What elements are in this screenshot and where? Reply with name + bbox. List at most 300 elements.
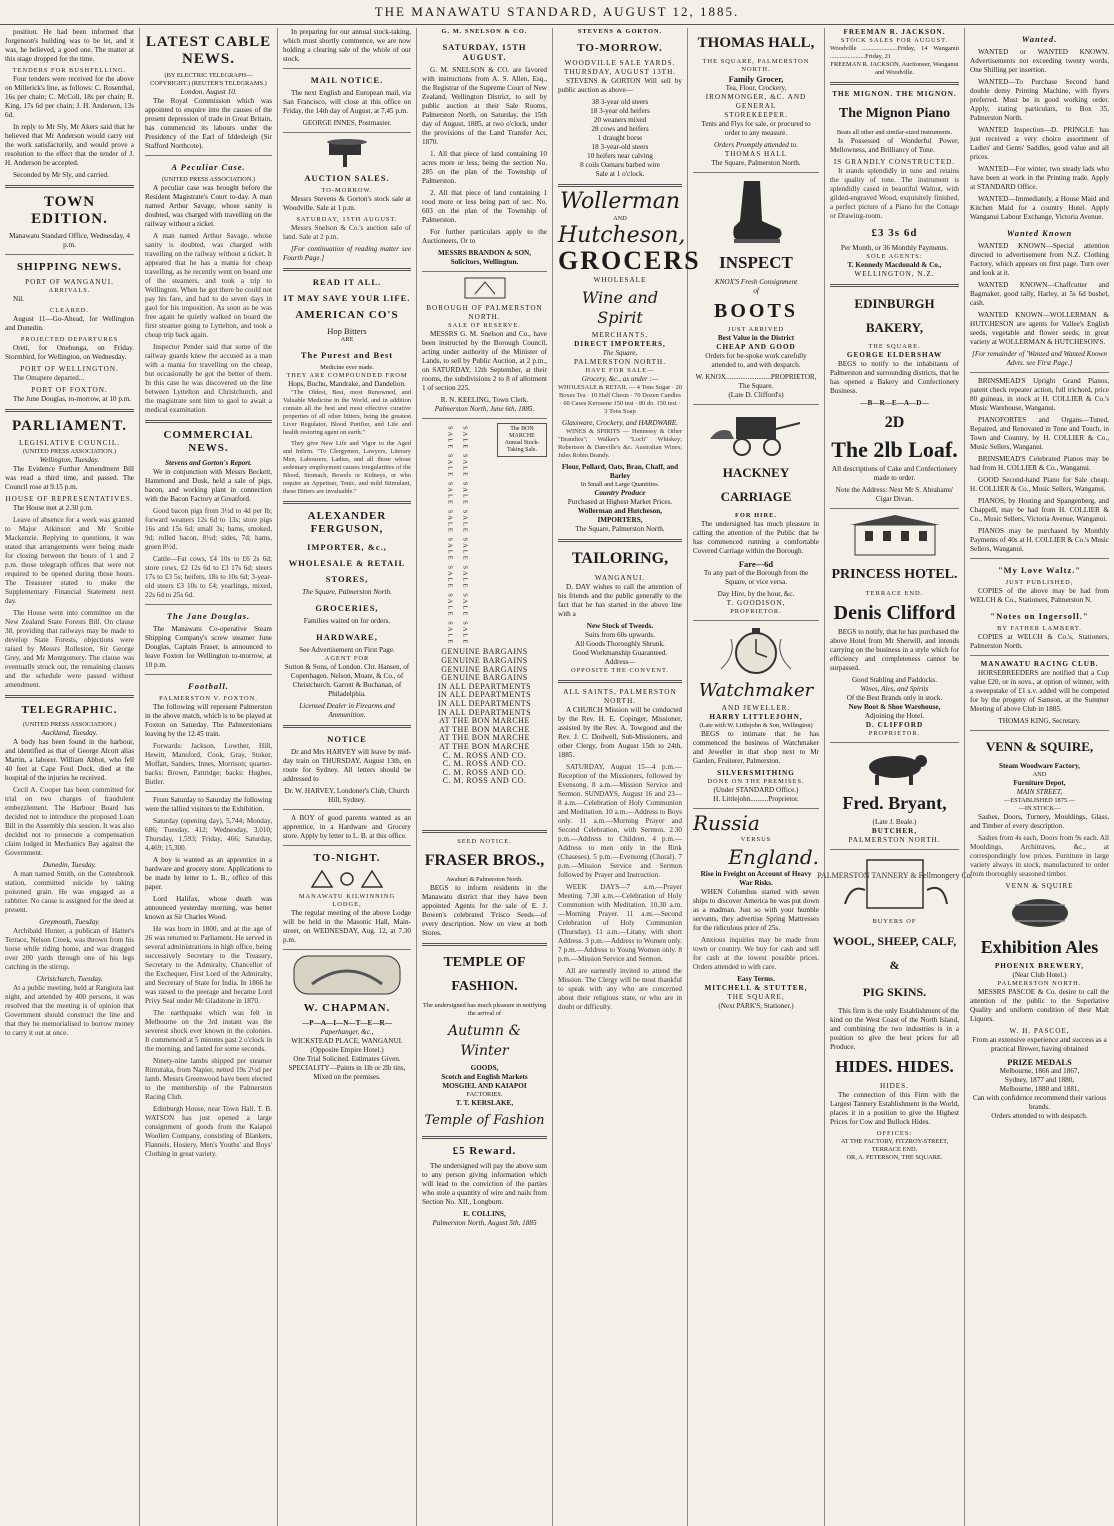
mail-text: The next English and European mail, via San Francisco, will close at this office on Friday, the 14th day of August, at 7.45 p.m.	[283, 89, 411, 115]
wh-pn: PALMERSTON NORTH.	[573, 358, 667, 366]
cleared-text: August 11—Go-Ahead, for Wellington and Dunedin.	[5, 315, 134, 332]
masonic-emblem-icon	[302, 869, 392, 889]
woodville-yards: WOODVILLE SALE YARDS.	[564, 59, 676, 67]
postmaster-sig: GEORGE INNES, Postmaster.	[302, 119, 392, 127]
wh-sig: Wollerman and Hutcheson, IMPORTERS,	[577, 507, 663, 524]
parliament-title: PARLIAMENT.	[11, 418, 128, 434]
mignon-price: £3 3s 6d	[871, 227, 918, 239]
stock-list	[558, 98, 682, 170]
stock-list-item: 20 weaners mixed	[593, 116, 647, 124]
ferguson-importer: IMPORTER, &c.,	[307, 542, 387, 552]
ox-icon	[855, 747, 935, 787]
auction-text: Messrs Stevens & Gorton's stock sale at Woodville. Sale at 1 p.m.	[283, 195, 411, 212]
goods-shrunk: All Goods Thoroughly Shrunk.	[575, 640, 665, 648]
pianos-monthly: PIANOS may be purchased by Monthly Payments of 40s at H. COLLIER & Co.'s Music Sellers, Wanganui.	[970, 527, 1109, 553]
phoenix-brewery: PHOENIX BREWERY,	[994, 962, 1085, 970]
littlejohn-name: HARRY LITTLEJOHN,	[709, 713, 803, 721]
peculiar-press: (UNITED PRESS ASSOCIATION.)	[161, 176, 256, 183]
collins-sig: E. COLLINS,	[463, 1209, 506, 1218]
hackney-text: The undersigned has much pleasure in calling the attention of the Public that he has commenced running a comfortable Covered Carriage within the Borough.	[693, 520, 819, 555]
bread-line: —B—R—E—A—D—	[860, 399, 929, 407]
bread-price: 2D	[884, 414, 905, 431]
ferguson-licensed: Licensed Dealer in Firearms and Ammunition.	[299, 702, 395, 719]
wanted-3: WANTED Inspection—D. PRINGLE has just received a very choice assortment of Ladies' and Gents' Saddles, good value and all prices.	[970, 126, 1109, 161]
boy-wanted: A BOY of good parents wanted as an apprentice, in a Hardware and Grocery store. Apply by letter to L. B. at this office.	[283, 814, 411, 840]
wanted-4: WANTED—For winter, two steady lads who have been at work in the Printing trade. Apply at STANDARD Office.	[970, 165, 1109, 191]
adjoining: Adjoining the Hotel.	[864, 712, 925, 720]
stock-list-item: 18 3-year old heifers	[590, 107, 650, 115]
offices-label: OFFICES:	[876, 1130, 913, 1137]
mosgiel-kaiapoi: MOSGIEL AND KAIAPOI	[442, 1081, 527, 1090]
wellington-dateline: Wellington, Tuesday.	[39, 456, 100, 464]
hotel-building-icon	[840, 513, 950, 559]
furniture-depot: Furniture Depot,	[1013, 779, 1066, 787]
bryant-late: (Late J. Beale.)	[872, 818, 917, 826]
hall-text: Tents and Flys for sale, or procured to order to any measure.	[701, 120, 811, 137]
shipping-news-title: SHIPPING NEWS.	[16, 261, 123, 273]
tenders-text: Four tenders were received for the above on Millerick's line, as follows: C. Rosenthal, 16s per chain; C. McColl, 18s per chain; R. King, 17s 6d per chain; J. H. Anderson, 13s 6d.	[5, 75, 134, 119]
russia-word: Russia	[693, 811, 760, 835]
snelson-saturday: SATURDAY, 15TH AUGUST.	[442, 42, 527, 62]
borough-text: MESSRS G. M. Snelson and Co., have been instructed by the Borough Council, acting under authority of the Minister of Lands, to sell by Public Auction, at 2 p.m., on SATURDAY, 12th September, at their rooms, the subdivisions 2 to 8 of allotment 1 of section 225.	[422, 330, 547, 392]
snelson-text: G. M. SNELSON & CO. are favored with instructions from A. S. Allen, Esq., the Registrar of the Supreme Court of New Zealand, Wellington District, to sell by public auction at their Sale Rooms, Palmerston North, on Saturday, the 15th day of August, 1885, at two o'clock, under the provisions of the Land Transfer Act, 1870.	[422, 66, 547, 146]
boot-warehouse: New Boot & Shoe Warehouse,	[848, 703, 941, 711]
jane-text: The Manawatu Co-operative Steam Shipping Company's screw steamer June Douglas, Captain Fraser, is announced to leave Foxton for Wellington to-morrow, at 10 p.m.	[145, 625, 272, 669]
established: —ESTABLISHED 1875.—	[1003, 797, 1076, 804]
projected-text: Oreti, for Onehunga, on Friday. Stormbird, for Wellington, on Wednesday.	[5, 344, 134, 361]
sale-time: Sale at 1 o'clock.	[595, 170, 645, 178]
bon-genuine-4: GENUINE BARGAINS	[441, 673, 528, 683]
projected-label: PROJECTED DEPARTURES	[20, 336, 119, 343]
latest-cable-title: LATEST CABLE NEWS.	[145, 34, 272, 67]
column-1: position. He had been informed that Jorgenson's building was to be let, and it was, he believed, a good one. The matter at this stage dropped for the time. TENDERS FOR BUSHFELLING. Four tenders were received for the above on Millerick's line, as follows: C. Rosenthal, 16s per chain; C. McColl, 18s per chain; R. King, 17s 6d per chain; J. H. Anderson, 13s 6d. In reply to Mr Sly, Mr Akers said that he believed that Mr Anderson would carry out the work satisfactorily, and would prove a resolution to the effect that the tender of J. H. Anderson be accepted. Seconded by Mr Sly, and carried. TOWN EDITION. Manawatu Standard Office, Wednesday, 4 p.m. SHIPPING NEWS. PORT OF WANGANUI. ARRIVALS. Nil. CLEARED. August 11—Go-Ahead, for Wellington and Dunedin. PROJECTED DEPARTURES Oreti, for Onehunga, on Friday. Stormbird, for Wellington, on Wednesday. PORT OF WELLINGTON. The Omapere departed... PORT OF FOXTON. The June Douglas, to-morrow, at 10 p.m. PARLIAMENT. LEGISLATIVE COUNCIL. (UNITED PRESS ASSOCIATION.) Wellington, Tuesday. The Evidence Further Amendment Bill was read a third time, and passed. The Council rose at 9.15 p.m. HOUSE OF REPRESENTATIVES. The House met at 2.30 p.m. Leave of absence for a week was granted to Major Atkinson and Mr Scobie Mackenzie. Replying to questions, it was stated that arrangements were being made for closing between the hours of 1 and 2 p.m. those telegraph offices that were not required to be opened during those hours. The Treasurer stated to make the Supplementary Financial Statement next day. The House went into committee on the New Zealand State Forests Bill. On clause 38, providing that railways may be made to develop State Forests, objections were raised by Messrs Rolleston, Sir George Grey, and Mr Montgomery. The clause was eventually struck out, the remaining clauses and the schedule were passed without amendment. TELEGRAPHIC. (UNITED PRESS ASSOCIATION.) Auckland, Tuesday. A body has been found in the harbour, and identified as that of George Alcott alias Martin, a laborer. William Abbot, who fell 40 feet at Cape Foul Dock, died at the hospital of the injuries he received. Cecil A. Cooper has been committed for trial on two charges of fraudulent embezzlement. The Harbour Board has decided not to introduce the proposed Loan Bill in the Assembly this session. It was also decided not to prosecute a compensation claim lodged in Mechanics Bay against the Government. Dunedin, Tuesday. A man named Smith, on the Cottesbrook station, committed suicide by taking poisoned grain. He was engaged as a rabbiter. No cause is assigned for the deed at present. Greymouth, Tuesday. Archibald Hunter, a publican of Hatter's Terrace, Nelson Creek, was thrown from his horse while riding home, and was dragged over 200 yards through one of his legs catching in the stirrup. Christchurch, Tuesday. At a public meeting, held at Rangiora last night, and attended by 400 persons, it was resolved that the meeting is of opinion that Government should construct the line and that they be memorialised to borrow money to carry it out at once.	[0, 28, 140, 1526]
wanted-2: WANTED—To Purchase Second hand double demy Printing Machine, with flyers preferred. Must be in good working order. Apply, stating particulars, to Box 35, Palmerston North.	[970, 78, 1109, 122]
wh-produce: Country Produce	[594, 489, 646, 497]
cable-text: The Royal Commission which was appointed to enquire into the causes of the present depression of trade in Great Britain, has commenced its labours under the Presidency of the Earl of Iddesleigh (Sir Stafford Northcote).	[145, 97, 272, 150]
reward-text: The undersigned will pay the above sum to any person giving information which will lead to the conviction of the parties who stole a quantity of wire and nails from Section No. XII., Longburn.	[422, 1161, 547, 1206]
greymouth-dateline: Greymouth, Tuesday.	[39, 918, 100, 926]
seconded-text: Seconded by Mr Sly, and carried.	[13, 171, 109, 179]
brinsmead-1: BRINSMEAD'S Upright Grand Pianos, patent check repeater action, full trichord, price 80 guineas, in stock at H. COLLIER & Co.'s Music Warehouse, Wanganui.	[970, 377, 1109, 412]
seed-notice: SEED NOTICE.	[457, 837, 512, 845]
melbourne-1: Melbourne, 1866 and 1867,	[999, 1067, 1080, 1075]
wh-glassware: Glassware, Crockery, and HARDWARE.	[562, 419, 678, 427]
lodge-text: The regular meeting of the above Lodge will be held in the Masonic Hall, Main-street, on WEDNESDAY, Aug. 12, at 7.30 p.m.	[283, 909, 411, 944]
wine-spirit: Wine and Spirit	[581, 288, 659, 327]
house-of-representatives: HOUSE OF REPRESENTATIVES.	[5, 495, 134, 503]
borough-title: BOROUGH OF PALMERSTON NORTH.	[426, 304, 543, 321]
boots-title: BOOTS	[714, 300, 798, 322]
telegraphic-press: (UNITED PRESS ASSOCIATION.)	[22, 721, 117, 728]
pascoe-text: MESSRS PASCOE & Co. desire to call the attention of the public to the Superlative Quality and uniform condition of their Malt Liquors.	[970, 988, 1109, 1023]
mignon-text: Is Possessed of Wonderful Power, Mellowness, and Brilliancy of Tone.	[830, 137, 959, 154]
ferguson-square: The Square, Palmerston North.	[302, 588, 392, 596]
wh-square: The Square,	[602, 349, 638, 357]
stock-list-item: 1 draught horse	[597, 134, 643, 142]
chapman-name: W. CHAPMAN.	[303, 1002, 391, 1014]
littlejohn-text: BEGS to intimate that he has commenced the business of Watchmaker and Jeweller in that shop next to Mr Garden, Fruiterer, Palmerston.	[693, 730, 819, 765]
purest-best: The Purest and Best	[300, 350, 394, 360]
sg-text: STEVENS & GORTON Will sell by public auction as above—	[558, 77, 682, 94]
racing-text: HORSEBREEDERS are notified that a Cup value £20, or in sovs., at option of winner, with a sweepstake of £1 s.v. added will be competed for by the progeny of Samson, at the Summer Meeting of above Club in 1885.	[970, 669, 1109, 713]
tailor-text: D. DAY wishes to call the attention of his friends and the public generally to the fact that he has started in the above line with a	[558, 583, 682, 618]
foxton-text: The June Douglas, to-morrow, at 10 p.m.	[13, 395, 132, 403]
save-life: IT MAY SAVE YOUR LIFE.	[283, 293, 411, 303]
column-3: In preparing for our annual stock-taking, which must shortly commence, we are now holding a clearing sale of the whole of our stock. MAIL NOTICE. The next English and European mail, via San Francisco, will close at this office on Friday, the 14th day of August, at 7.45 p.m. GEORGE INNES, Postmaster. AUCTION SALES. TO-MORROW. Messrs Stevens & Gorton's stock sale at Woodville. Sale at 1 p.m. SATURDAY, 15TH AUGUST. Messrs Snelson & Co.'s auction sale of land. Sale at 2 p.m. [For continuation of reading matter see Fourth Page.] READ IT ALL. IT MAY SAVE YOUR LIFE. AMERICAN CO'S Hop Bitters ARE The Purest and Best Medicine ever made. THEY ARE COMPOUNDED FROM Hops, Buchu, Mandrake, and Dandelion. "The Oldest, Best, most Renowned, and Valuable Medicine in the World, and in addition contain all the best and most effective curative properties of all other bitters, being the greatest Liver Regulator, Blood Purifier, and Life and health restoring agent on earth." They give New Life and Vigor to the Aged and Infirm. "To Clergymen, Lawyers, Literary Men, Labourers, Ladies, and all those whose sedentary employment causes irregularities of the Blood, Stomach, Bowels or Kidneys, or who require an Appetiser, Tonic, and mild Stimulant, these Bitters are invaluable." ALEXANDER FERGUSON, IMPORTER, &c., WHOLESALE & RETAIL STORES, The Square, Palmerston North. GROCERIES, Families waited on for orders. HARDWARE, See Advertisement on First Page. AGENT FOR Sutton & Sons, of London. Chr. Hansen, of Copenhagen. Nelson, Moate, & Co., of Christchurch. Garrett & Buchanan, of Philadelphia. Licensed Dealer in Firearms and Ammunition. NOTICE Dr and Mrs HARVEY will leave by mid-day train on THURSDAY, August 13th, en route for Sydney. All letters should be addressed to Dr. W. HARVEY, Londoner's Club, Church Hill, Sydney. A BOY of good parents wanted as an apprentice, in a Hardware and Grocery store. Apply by letter to L. B. at this office. TO-NIGHT. MANAWATU KILWINNING LODGE, The regular meeting of the above Lodge will be held in the Masonic Hall, Main-street, on WEDNESDAY, Aug. 12, at 7.30 p.m. W. CHAPMAN. —P—A—I—N—T—E—R— Paperhanger, &c., WICKSTEAD PLACE, WANGANUI. (Opposite Empire Hotel.) One Trial Solicited. Estimates Given. SPECIALITY—Paints in 1lb or 2lb tins, Mixed on the premises.	[278, 28, 417, 1526]
commercial-text: We in conjunction with Messrs Beckett, Hammond and Dusk, held a sale of pigs, bacon, and working plant in connection with the Bacon Factory at Greatford.	[145, 468, 272, 503]
tailor-convent: OPPOSITE THE CONVENT.	[571, 667, 669, 674]
stock-list-item: 28 cows and heifers	[591, 125, 649, 133]
ferguson-stores: STORES,	[325, 574, 369, 584]
bespoke-text: Orders for be-spoke work carefully attended to, and with despatch.	[705, 352, 807, 369]
borough-crest-icon	[445, 276, 525, 300]
racing-club: MANAWATU RACING CLUB.	[980, 660, 1099, 668]
ferguson-see-adv: See Advertisement on First Page.	[299, 646, 395, 654]
bon-ross-1: C. M. ROSS AND CO.	[442, 750, 527, 760]
ferguson-groceries: GROCERIES,	[315, 603, 379, 613]
suits-price: Suits from 60s upwards.	[585, 631, 655, 639]
football-sub: PALMERSTON V. FOXTON.	[159, 695, 258, 702]
best-value: Best Value in the District	[717, 334, 795, 342]
kennedy-wellington: WELLINGTON, N.Z.	[854, 270, 935, 278]
king-sig: THOMAS KING, Secretary.	[998, 717, 1081, 725]
all-saints-title: ALL SAINTS, PALMERSTON NORTH.	[563, 688, 677, 705]
collins-date: Palmerston North, August 5th, 1885	[432, 1218, 537, 1227]
venn-and: AND	[1032, 771, 1047, 778]
just-arrived: JUST ARRIVED	[727, 326, 785, 333]
hall-ironmonger: IRONMONGER, &C. AND GENERAL	[705, 93, 807, 110]
tannery-emblem-text: PALMERSTON TANNERY & Fellmongery Co.	[816, 871, 973, 880]
reward-title: £5 Reward.	[452, 1144, 517, 1157]
columns	[0, 28, 1114, 1526]
bryant-butcher: BUTCHER,	[871, 827, 918, 835]
silversmithing: SILVERSMITHING	[717, 769, 795, 777]
port-wellington: PORT OF WELLINGTON.	[20, 365, 119, 373]
autumn-winter: Autumn & Winter	[448, 1022, 521, 1059]
stevens-report: Stevens and Gorton's Report.	[165, 459, 252, 467]
goodison-proprietor: PROPRIETOR.	[730, 608, 782, 615]
commercial-news-title: COMMERCIAL NEWS.	[163, 429, 254, 454]
hall-orders: Orders Promptly attended to.	[713, 141, 799, 149]
wh-direct: DIRECT IMPORTERS,	[574, 340, 666, 348]
temple-factories: FACTORIES.	[466, 1090, 503, 1098]
mail-notice-title: MAIL NOTICE.	[310, 75, 384, 85]
lodge-name: MANAWATU KILWINNING LODGE,	[298, 893, 396, 908]
good-piano: GOOD Second-hand Piano for Sale cheap. H. COLLIER & Co., Music Sellers, Wanganui.	[970, 476, 1109, 493]
wanted-known-title: Wanted Known	[1006, 228, 1073, 238]
town-office-line: Manawatu Standard Office, Wednesday, 4 p.m.	[9, 232, 130, 249]
peculiar-case-title: A Peculiar Case.	[171, 162, 246, 172]
day-hire: Day Hire, by the hour, &c.	[717, 590, 795, 598]
chapman-paperhanger: Paperhanger, &c.,	[320, 1028, 374, 1036]
melbourne-2: Melbourne, 1880 and 1881,	[999, 1085, 1080, 1093]
church-text: A CHURCH Mission will be conducted by the Rev. H. E. Copinger, Missioner, assisted by the Rev. A. Towgood and the Rev. J. C. Dodwell, Sub-Missioners, and other Clergy, from August 15th to 24th, 1885.	[558, 706, 682, 759]
chapman-painter: —P—A—I—N—T—E—R—	[302, 1019, 392, 1027]
stock-list-item: 18 3-year-old steers	[591, 143, 649, 151]
hides-sub: HIDES.	[880, 1082, 909, 1090]
venn-stock-text: Sashes, Doors, Turnery, Mouldings, Glass, and Timber of every description.	[970, 813, 1109, 830]
pianofortes: PIANOFORTES and Organs—Tuned, Repaired, and Renovated in Tone and Touch, in Town and Country, by H. COLLIER & Co., Music Sellers, Wanganui.	[970, 416, 1109, 451]
chapman-speciality: SPECIALITY—Paints in 1lb or 2lb tins, Mixed on the premises.	[288, 1064, 406, 1081]
brandon-sig: MESSRS BRANDON & SON, Solicitors, Wellington.	[437, 249, 532, 266]
despatch: Orders attended to with despatch.	[991, 1112, 1088, 1120]
harvey-sig: Dr. W. HARVEY, Londoner's Club, Church Hill, Sydney.	[284, 787, 410, 804]
watch-icon	[711, 625, 801, 677]
christchurch-dateline: Christchurch, Tuesday.	[36, 975, 103, 983]
bon-ross-2: C. M. ROSS AND CO.	[442, 759, 527, 769]
cheap-good: CHEAP AND GOOD	[716, 343, 796, 351]
ferguson-families: Families waited on for orders.	[303, 617, 391, 625]
stabling: Good Stabling and Paddocks.	[851, 676, 938, 684]
hides-title: HIDES. HIDES.	[835, 1057, 954, 1076]
fraser-loc: Awahuri & Palmerston North.	[446, 875, 523, 883]
littlejohn-late: (Late with W. Littlejohn & Son, Wellington)	[699, 722, 813, 729]
ferguson-name: ALEXANDER FERGUSON,	[307, 510, 387, 535]
bon-genuine-3: GENUINE BARGAINS	[441, 664, 528, 674]
tailoring-title: TAILORING,	[571, 550, 669, 567]
tailoring-wanganui: WANGANUI.	[594, 574, 646, 582]
hides-text: The connection of this Firm with the Largest Tannery Establishment in the World, places it in a position to give the Highest Prices for Cow and Bullock Hides.	[830, 1091, 959, 1126]
cable-sub: (BY ELECTRIC TELEGRAPH—COPYRIGHT.) (REUTER'S TELEGRAMS.)	[150, 72, 267, 87]
versus-word: VERSUS	[740, 836, 772, 843]
pig-skins: PIG SKINS.	[862, 985, 927, 999]
wool-line: WOOL, SHEEP, CALF, &	[832, 934, 957, 972]
article-opening: position. He had been informed that Jorgenson's building was to be let, and it was, he believed, a good one. The matter at this stage dropped for the time.	[5, 28, 134, 63]
fare: Fare—6d	[738, 559, 774, 569]
port-foxton: PORT OF FOXTON.	[31, 386, 108, 394]
medicine-line: Medicine ever made.	[320, 364, 374, 371]
jane-douglas-title: The Jane Douglas.	[166, 611, 251, 621]
bon-at-4: AT THE BON MARCHE	[439, 741, 530, 751]
wanted-1: WANTED or WANTED KNOWN. Advertisements not exceeding twenty words, One Shilling per insertion.	[970, 48, 1109, 74]
column-8: Wanted. WANTED or WANTED KNOWN. Advertisements not exceeding twenty words, One Shilling per insertion. WANTED—To Purchase Second hand double demy Printing Machine, with flyers preferred. Must be in good working order. Apply, stating particulars, to Box 35, Palmerston North. WANTED Inspection—D. PRINGLE has just received a very choice assortment of Ladies' and Gents' Saddles, good value and all prices. WANTED—For winter, two steady lads who have been at work in the Printing trade. Apply at STANDARD Office. WANTED—Immediately, a House Maid and Kitchen Maid for a country Hotel. Apply Wanganui Labour Exchange, Victoria Avenue. Wanted Known WANTED KNOWN—Special attention directed to advertisement from N.Z. Clothing Factory, which appears on first page. Turn over and look at it. WANTED KNOWN—Chaffcutter and Bagmaker, good tally, Harley, at 5s 6d bushel, cash. WANTED KNOWN—WOLLERMAN & HUTCHESON are agents for Vallee's English seeds, vegetable and flower seeds, in great variety at WOLLERMAN & HUTCHESON'S. [For remainder of 'Wanted and Wanted Known Advts. see First Page.] BRINSMEAD'S Upright Grand Pianos, patent check repeater action, full trichord, price 80 guineas, in stock at H. COLLIER & Co.'s Music Warehouse, Wanganui. PIANOFORTES and Organs—Tuned, Repaired, and Renovated in Tone and Touch, in Town and Country, by H. COLLIER & Co., Music Sellers, Wanganui. BRINSMEAD'S Celebrated Pianos may be had from H. COLLIER & Co., Wanganui. GOOD Second-hand Piano for Sale cheap. H. COLLIER & Co., Music Sellers, Wanganui. PIANOS, by Hosting and Spangenberg, and Chappell, may be had from H. COLLIER & Co., Music Sellers, Victoria Avenue, Wanganui. PIANOS may be purchased by Monthly Payments of 40s at H. COLLIER & Co.'s Music Sellers, Wanganui. "My Love Waltz." JUST PUBLISHED, COPIES of the above may be had from WELCH & Co., Stationers, Palmerston N. "Notes on Ingersoll." BY FATHER LAMBERT. COPIES at WELCH & Co.'s, Stationers, Palmerston North. MANAWATU RACING CLUB. HORSEBREEDERS are notified that a Cup value £20, or in sovs., at option of winner, with a sweepstake of £1 s.v. added will be competed for by the progeny of Samson, at the Summer Meeting of above Club in 1885. THOMAS KING, Secretary. VENN & SQUIRE, Steam Woodware Factory, AND Furniture Depot, MAIN STREET, —ESTABLISHED 1875.— —IN STOCK— Sashes, Doors, Turnery, Mouldings, Glass, and Timber of every description. Sashes from 4s each, Doors from 9s each. All Mouldings, Architraves, &c., at correspondingly low prices. Furniture in large variety always in stock, manufactured to order from thoroughly seasoned timber. VENN & SQUIRE Exhibition Ales PHOENIX BREWERY, (Near Club Hotel.) PALMERSTON NORTH. MESSRS PASCOE & Co. desire to call the attention of the public to the Superlative Quality and uniform condition of their Malt Liquors. W. H. PASCOE, From an extensive experience and success as a practical Brewer, having obtained PRIZE MEDALS Melbourne, 1866 and 1867, Sydney, 1877 and 1880, Melbourne, 1880 and 1881, Can with confidence recommend their various brands. Orders attended to with despatch.	[970, 34, 1109, 1120]
boot-icon	[726, 177, 786, 247]
snelson-item-1: 1. All that piece of land containing 10 acres more or less, being the section No. 285 on the plan of the Township of Palmerston.	[422, 150, 547, 185]
ingersoll-copies: COPIES at WELCH & Co.'s, Stationers, Palmerston North.	[970, 633, 1109, 650]
bon-at-1: AT THE BON MARCHE	[439, 716, 530, 726]
d-clifford: D. CLIFFORD	[865, 721, 924, 729]
hall-teas: Tea, Flour, Crockery,	[725, 84, 787, 92]
wanted-known-2: WANTED KNOWN—Chaffcutter and Bagmaker, good tally, Harley, at 5s 6d bushel, cash.	[970, 281, 1109, 307]
wh-merchants: MERCHANTS,	[591, 331, 649, 339]
bon-marche-box: The BON MARCHE Annual Stock-Taking Sale.	[497, 423, 547, 457]
steam-factory: Steam Woodware Factory,	[999, 762, 1080, 770]
knox-sig: W. KNOX.........................PROPRIETOR,	[695, 373, 817, 381]
bakery-address: Note the Address: Next Mr S. Abrahams' Cigar Divan.	[835, 486, 954, 503]
watchmaker-title: Watchmaker	[698, 680, 814, 701]
column-5: STEVENS & GORTON. TO-MORROW. WOODVILLE SALE YARDS. THURSDAY, AUGUST 13TH. STEVENS & GORTON Will sell by public auction as above— 38 3-year old steers 18 3-year old heifers 20 weaners mixed 28 cows and heifers 1 draught horse 18 3-year-old steers 10 heifers near calving 8 coils Oamaru barbed wire Sale at 1 o'clock. Wollerman AND Hutcheson, GROCERS WHOLESALE Wine and Spirit MERCHANTS, DIRECT IMPORTERS, The Square, PALMERSTON NORTH. HAVE FOR SALE— Grocery, &c., as under :— WHOLESALE & RETAIL — 4 Tons Sugar · 20 Boxes Tea · 10 Half Chests · 70 Dozen Candles · 60 Cases Kerosene 150 test · 80 do. 150 test · 3 Tons Soap Glassware, Crockery, and HARDWARE. WINES & SPIRITS — Hennessy & Other "Brandies"; Walker's "Loch" Whiskey; Robertson & Danville's &c. Australian Wines; Jules Robin Brandy. Flour, Pollard, Oats, Bran, Chaff, and Barley In Small and Large Quantities. Country Produce Purchased at Highest Market Prices. Wollerman and Hutcheson, IMPORTERS, The Square, Palmerston North. TAILORING, WANGANUI. D. DAY wishes to call the attention of his friends and the public generally to the fact that he has started in the above line with a New Stock of Tweeds. Suits from 60s upwards. All Goods Thoroughly Shrunk. Good Workmanship Guaranteed. Address— OPPOSITE THE CONVENT. ALL SAINTS, PALMERSTON NORTH. A CHURCH Mission will be conducted by the Rev. H. E. Copinger, Missioner, assisted by the Rev. A. Towgood and the Rev. J. C. Dodwell, Sub-Missioners, and other Clergy, from August 15th to 24th, 1885. SATURDAY, August 15—4 p.m.—Reception of the Missioners, followed by Evensong. 8 a.m.—Mission Service and Sermon. SUNDAYS, August 16 and 23—8 a.m.—Celebration of Holy Communion and Meditation. 10 a.m.—Address to Boys only. 11 a.m.—Morning Prayer and Second Celebration, with Sermon. 2.30 p.m.—Address to Children. 4 p.m.—Address to men only in the Rink (Chaseses). 5 p.m.—Evensong (Choral). 7 p.m.—Mission Service and Sermon followed by Prayer and Instruction. WEEK DAYS—7 a.m.—Prayer Meeting. 7.30 a.m.—Celebration of Holy Communion with Meditation. 10.30 a.m.—Morning Prayer. 11 a.m.—Second Celebration of Holy Communion (Thursday). 11 a.m.—Litany, with short Address. 3 p.m.—Address to Women only. 7 p.m.—Address to Young Women only. 8 p.m.—Mission Service and Sermon. All are earnestly invited to attend the Mission. The Clergy will be most thankful to speak with any who are concerned about their religious state, or who are in doubt or difficulty.	[553, 28, 688, 1526]
snelson-item-2: 2. All that piece of land containing 1 rood more or less being part of sec. No. 603 on the plan of the Township of Palmerston.	[422, 189, 547, 224]
littlejohn-sig: H. Littlejohn..........Proprietor.	[713, 795, 799, 803]
wanted-title: Wanted.	[1021, 34, 1058, 44]
clifford-text: BEGS to notify, that he has purchased the above Hotel from Mr Sherwill, and intends carrying on the business in a style which for efficiency and completeness cannot be surpassed.	[830, 628, 959, 672]
sale-strip-left: SALE SALE SALE SALE SALE SALE SALE SALE	[446, 426, 454, 646]
visitors-text: From Saturday to Saturday the following were the tallied visitors to the Exhibition.	[145, 796, 272, 813]
barrel-icon	[1005, 895, 1075, 931]
under-standard: (Under STANDARD Office.)	[713, 786, 799, 794]
auckland-dateline: Auckland, Tuesday.	[41, 729, 98, 737]
sg-thursday: THURSDAY, AUGUST 13TH.	[563, 68, 677, 76]
football-title: Football.	[188, 681, 229, 691]
bon-at-2: AT THE BON MARCHE	[439, 724, 530, 734]
bon-genuine-1: GENUINE BARGAINS	[441, 647, 528, 657]
temple-goods: GOODS,	[470, 1063, 499, 1072]
telegraphic-title: TELEGRAPHIC.	[21, 704, 118, 716]
family-grocer: Family Grocer,	[728, 74, 784, 84]
snelson-further: For further particulars apply to the Auctioneers, Or to	[422, 228, 547, 245]
american-cos: AMERICAN CO'S	[295, 309, 399, 321]
mitchell-next: (Next PARK'S, Stationer.)	[718, 1002, 794, 1010]
hall-sig: THOMAS HALL	[724, 150, 788, 158]
bon-ross-4: C. M. ROSS AND CO.	[442, 776, 527, 786]
wh-wholesale: WHOLESALE	[593, 276, 647, 284]
just-published: JUST PUBLISHED,	[1005, 579, 1074, 586]
love-waltz: "My Love Waltz."	[997, 565, 1082, 575]
bakery-title: EDINBURGH BAKERY,	[854, 296, 935, 335]
mitchell-sq: THE SQUARE,	[727, 993, 785, 1001]
bon-dept-4: IN ALL DEPARTMENTS	[437, 707, 532, 717]
column-2: LATEST CABLE NEWS. (BY ELECTRIC TELEGRAPH—COPYRIGHT.) (REUTER'S TELEGRAMS.) London, August 10. The Royal Commission which was appointed to enquire into the causes of the present depression of trade in Great Britain, has commenced its labours under the Presidency of the Earl of Iddesleigh (Sir Stafford Northcote). A Peculiar Case. (UNITED PRESS ASSOCIATION.) A peculiar case was brought before the Resident Magistrate's Court to-day. A man named Arthur Savage, whose sanity is doubted, was charged with travelling on the railway without a ticket. A man named Arthur Savage, whose sanity is doubted, was charged with travelling on the railway without a ticket. It appeared that he has a mania for cheap travelling, as he recently went on board one of the steamers, and took a trip to Wellington. When he got there he could not pay his fare, and had to do seven days in gaol for his imposition. As soon as he was free again he quietly walked on board the first steamer going to Lyttelton, and took a cheap trip back again. Inspector Pender said that some of the railway guards knew the accused as a man with a mania for travelling on the cheap, but occasionally he got the better of them. In this case he was discovered on the line between Lyttelton and Christchurch, and the magistrate sent him to gaol to await a medical examination. COMMERCIAL NEWS. Stevens and Gorton's Report. We in conjunction with Messrs Beckett, Hammond and Dusk, held a sale of pigs, bacon, and working plant in connection with the Bacon Factory at Greatford. Good bacon pigs from 3½d to 4d per lb; forward weaners 12s 6d to 13s; store pigs 16s and 15s 6d; small 3s; hams, smoked, 9d; rolled bacon, 8½d; sides, 7d; hams, green 8½d. Cattle—Fat cows, £4 10s to £6 2s 6d; store cows, £2 12s 6d to £3 17s 6d; steers 17s to £3 5s; heifers, 18s to 10s 6d; 3-year-old steers £3 10s to £4; yearlings, mixed, 22s 6d to 25s 6d. The Jane Douglas. The Manawatu Co-operative Steam Shipping Company's screw steamer June Douglas, Captain Fraser, is announced to leave Foxton for Wellington to-morrow, at 10 p.m. Football. PALMERSTON V. FOXTON. The following will represent Palmerston in the above match, which is to be played at Foxton on Saturday. The Palmerstonians leaving by the 12.45 train. Forwards: Jackson, Lowther, Hill, Hewitt, Mansford, Cook, Gray, Stoker, Moffatt, Sanders, Innes, Morrison; quarter-backs: Brown, Pattridge; backs: Hughes, Butler. From Saturday to Saturday the following were the tallied visitors to the Exhibition. Saturday (opening day), 5,744; Monday, 686; Tuesday, 412; Wednesday, 3,010; Thursday, 1,593; Friday, 466; Saturday, 4,469; 15,300. A boy is wanted as an apprentice in a hardware and grocery store. Applications to be made by letter to L. B., office of this paper. Lord Halifax, whose death was announced yesterday morning, was better known as Sir Charles Wood. He was born in 1800, and at the age of 26 was returned to Parliament. He served in several administrations in high office, being successively Secretary to the Treasury, Secretary to the Admiralty, Chancellor of the Exchequer, First Lord of the Admiralty, and Secretary of State for India. In 1866 he was raised to the peerage and became Lord Privy Seal under Mr Gladstone in 1870. The earthquake which was felt in Melbourne on the 3rd instant was the severest shock ever known in the colonies. It commenced at 5 minutes past 2 o'clock in the morning, and lasted for some seconds. Ninety-nine lambs shipped per steamer Rimutaka, from Napier, netted 19s 2½d per lamb. Messrs Greenwood have been elected to the membership of the Palmerston Racing Club. Edinburgh House, near Town Hall. T. B. WATSON has just opened a large consignment of goods from the Kaiapoi Woollen Company, consisting of Blankets, Flannels, Hosiery, Men's Youths' and Boys' Clothing in great variety.	[140, 28, 278, 1526]
buyers-of: BUYERS OF	[872, 918, 917, 925]
prize-medals: PRIZE MEDALS	[1007, 1057, 1072, 1067]
wanted-5: WANTED—Immediately, a House Maid and Kitchen Maid for a country Hotel. Apply Wanganui Labour Exchange, Victoria Avenue.	[970, 195, 1109, 221]
mignon-piano: The Mignon Piano	[838, 106, 951, 121]
telegraphic-text: A body has been found in the harbour, and identified as that of George Alcott alias Martin, a laborer. William Abbot, who fell 40 feet at Cape Foul Dock, died at the hospital of the injuries he received.	[5, 738, 134, 782]
ingersoll-title: "Notes on Ingersoll."	[990, 611, 1089, 621]
easy-terms: Easy Terms.	[737, 975, 775, 983]
masthead: THE MANAWATU STANDARD, AUGUST 12, 1885.	[0, 0, 1114, 25]
auction-hammer-icon	[317, 137, 377, 167]
fraser-name: FRASER BROS.,	[424, 851, 545, 869]
clifford-name: Denis Clifford	[833, 602, 956, 624]
reply-text: In reply to Mr Sly, Mr Akers said that he believed that Mr Anderson would carry out the work satisfactorily, and would prove a resolution to the effect that the tender of J. H. Anderson be accepted.	[5, 123, 134, 167]
tannery-emblem-icon	[816, 854, 973, 914]
kerslake-name: T. T. KERSLAKE,	[455, 1098, 514, 1107]
waltz-copies: COPIES of the above may be had from WELCH & Co., Stationers, Palmerston N.	[970, 587, 1109, 604]
temple-intro: The undersigned has much pleasure in notifying the arrival of	[422, 1001, 547, 1017]
pascoe-sig: W. H. PASCOE,	[1009, 1027, 1070, 1035]
hop-are: ARE	[340, 336, 354, 343]
hall-addr: THE SQUARE, PALMERSTON NORTH.	[702, 58, 810, 73]
town-edition-title: TOWN EDITION.	[31, 194, 108, 227]
hop-bitters: Hop Bitters	[327, 326, 367, 336]
wines-ales: Wines, Ales, and Spirits	[860, 685, 929, 693]
continuation-note: [For continuation of reading matter see Fourth Page.]	[283, 245, 411, 262]
bon-at-3: AT THE BON MARCHE	[439, 733, 530, 743]
column-4: G. M. SNELSON & CO. SATURDAY, 15TH AUGUST. G. M. SNELSON & CO. are favored with instructions from A. S. Allen, Esq., the Registrar of the Supreme Court of New Zealand, Wellington District, to sell by public auction at their Sale Rooms, Palmerston North, on Saturday, the 15th day of August, 1885, at two o'clock, under the provisions of the Land Transfer Act, 1870. 1. All that piece of land containing 10 acres more or less, being the section No. 285 on the plan of the Township of Palmerston. 2. All that piece of land containing 1 rood more or less being part of sec. No. 603 on the plan of the Township of Palmerston. For further particulars apply to the Auctioneers, Or to MESSRS BRANDON & SON, Solicitors, Wellington. BOROUGH OF PALMERSTON NORTH. SALE OF RESERVE. MESSRS G. M. Snelson and Co., have been instructed by the Borough Council, acting under authority of the Minister of Lands, to sell by Public Auction, at 2 p.m., on SATURDAY, 12th September, at their rooms, the subdivisions 2 to 8 of allotment 1 of section 225. R. N. KEELING, Town Clerk. Palmerston North, June 6th, 1885. SALE SALE SALE SALE SALE SALE SALE SALE SALE SALE SALE SALE SALE SALE SALE SALE The BON MARCHE Annual Stock-Taking Sale. GENUINE BARGAINS GENUINE BARGAINS GENUINE BARGAINS GENUINE BARGAINS IN ALL DEPARTMENTS IN ALL DEPARTMENTS IN ALL DEPARTMENTS IN ALL DEPARTMENTS AT THE BON MARCHE AT THE BON MARCHE AT THE BON MARCHE AT THE BON MARCHE C. M. ROSS AND CO. C. M. ROSS AND CO. C. M. ROSS AND CO. C. M. ROSS AND CO. SEED NOTICE. FRASER BROS., Awahuri & Palmerston North. BEGS to inform residents in the Manawatu district that they have been appointed Agents for the sale of E. J. Bowen's celebrated 'Frisco Seeds—of every description. Now on view at both Stores. TEMPLE OF FASHION. The undersigned has much pleasure in notifying the arrival of Autumn & Winter GOODS, Scotch and English Markets MOSGIEL AND KAIAPOI FACTORIES. T. T. KERSLAKE, Temple of Fashion £5 Reward. The undersigned will pay the above sum to any person giving information which will lead to the conviction of the parties who stole a quantity of wire and nails from Section No. XII., Longburn. E. COLLINS, Palmerston North, August 5th, 1885	[417, 28, 553, 1526]
grocers-title: GROCERS	[558, 246, 701, 275]
temple-of-fashion-script: Temple of Fashion	[424, 1112, 545, 1128]
princess-terrace: TERRACE END.	[865, 590, 924, 597]
tonight-title: TO-NIGHT.	[313, 852, 381, 864]
grandly: IS GRANDLY CONSTRUCTED.	[833, 158, 956, 166]
bon-dept-1: IN ALL DEPARTMENTS	[437, 681, 532, 691]
stock-list-item: 10 heifers near calving	[587, 152, 653, 160]
ferguson-agent: AGENT FOR	[324, 655, 370, 662]
wh-have-sale: HAVE FOR SALE—	[585, 367, 655, 374]
freeman-header: FREEMAN R. JACKSON.	[843, 28, 946, 36]
stock-taking-text: In preparing for our annual stock-taking, which must shortly commence, we are now holding a clearing sale of the whole of our stock.	[283, 28, 411, 63]
venn-title: VENN & SQUIRE,	[985, 739, 1094, 754]
council-text: The Evidence Further Amendment Bill was read a third time, and passed. The Council rose at 9.15 p.m.	[5, 465, 134, 491]
carriage-icon	[706, 409, 806, 457]
scotch-english: Scotch and English Markets	[441, 1072, 528, 1081]
ferguson-wholesale: WHOLESALE & RETAIL	[288, 558, 406, 568]
d-proprietor: PROPRIETOR.	[868, 730, 921, 737]
wh-quantities: In Small and Large Quantities.	[580, 481, 660, 488]
london-dateline: London, August 10.	[180, 88, 237, 96]
column-7: FREEMAN R. JACKSON. STOCK SALES FOR AUGUST. Woodville ......................Friday, 14 Wanganui ......................Friday, 21 FREEMAN R. JACKSON, Auctioneer, Wanganui and Woodville. THE MIGNON. THE MIGNON. The Mignon Piano Beats all other and similar-sized instruments. Is Possessed of Wonderful Power, Mellowness, and Brilliancy of Tone. IS GRANDLY CONSTRUCTED. It stands splendidly in tune and retains the quality of tone. The instrument is splendidly cased in beautiful Walnut, with gilded-engraved Wood, exquisitely finished, a perfect picture of a Piano for the Cottage or Drawing-room. £3 3s 6d Per Month, or 36 Monthly Payments. SOLE AGENTS: T. Kennedy Macdonald & Co., WELLINGTON, N.Z. EDINBURGH BAKERY, THE SQUARE. GEORGE ELDERSHAW BEGS to notify to the inhabitants of Palmerston and surrounding districts, that he has opened a Bakery and Confectionery Business. —B—R—E—A—D— 2D The 2lb Loaf. All descriptions of Cake and Confectionery made to order. Note the Address: Next Mr S. Abrahams' Cigar Divan. PRINCESS HOTEL. TERRACE END. Denis Clifford BEGS to notify, that he has purchased the above Hotel from Mr Sherwill, and intends carrying on the business in a style which for efficiency and completeness cannot be surpassed. Good Stabling and Paddocks. Wines, Ales, and Spirits Of the Best Brands only in stock. New Boot & Shoe Warehouse, Adjoining the Hotel. D. CLIFFORD PROPRIETOR. Fred. Bryant, (Late J. Beale.) BUTCHER, PALMERSTON NORTH. PALMERSTON TANNERY & Fellmongery Co. BUYERS OF WOOL, SHEEP, CALF, & PIG SKINS. This firm is the only Establishment of the kind on the West Coast of the North Island, and combining the two industries is in a position to give the best prices for all Produce. HIDES. HIDES. HIDES. The connection of this Firm with the Largest Tannery Establishment in the World, places it in a position to give the Highest Prices for Cow and Bullock Hides. OFFICES: AT THE FACTORY, FITZROY-STREET, TERRACE END. OR, A. PETERSON, THE SQUARE.	[825, 28, 965, 1526]
goodison-sig: T. GOODISON,	[726, 599, 786, 607]
near-club: (Near Club Hotel.)	[1012, 971, 1067, 979]
mignon-header: THE MIGNON. THE MIGNON.	[832, 90, 957, 98]
harvey-text: Dr and Mrs HARVEY will leave by mid-day train on THURSDAY, August 13th, en route for Sydney. All letters should be addressed to	[283, 748, 411, 783]
knox-late: (Late D. Clifford's)	[728, 391, 784, 399]
hall-sq: The Square, Palmerston North.	[711, 159, 801, 167]
venn-sig: VENN & SQUIRE	[1005, 882, 1074, 890]
read-it-all: READ IT ALL.	[312, 277, 382, 287]
knox-of: of	[753, 287, 759, 295]
press-association: (UNITED PRESS ASSOCIATION.)	[22, 448, 117, 455]
main-street: MAIN STREET,	[1016, 788, 1063, 796]
port-wanganui: PORT OF WANGANUI.	[25, 278, 114, 286]
england-word: England.	[728, 845, 819, 869]
bakery-text: BEGS to notify to the inhabitants of Palmerston and surrounding districts, that he has opened a Bakery and Confectionery Business.	[830, 360, 959, 395]
knox-line: KNOX'S Fresh Consignment	[714, 278, 798, 286]
hackney-title: HACKNEY CARRIAGE	[720, 465, 792, 504]
tenders-heading: TENDERS FOR BUSHFELLING.	[12, 67, 127, 74]
wanted-known-1: WANTED KNOWN—Special attention directed to advertisement from N.Z. Clothing Factory, which appears on first page. Turn over and look at it.	[970, 242, 1109, 277]
column-6: THOMAS HALL, THE SQUARE, PALMERSTON NORTH. Family Grocer, Tea, Flour, Crockery, IRONMONGER, &C. AND GENERAL STOREKEEPER. Tents and Flys for sale, or procured to order to any measure. Orders Promptly attended to. THOMAS HALL The Square, Palmerston North. INSPECT KNOX'S Fresh Consignment of BOOTS JUST ARRIVED Best Value in the District CHEAP AND GOOD Orders for be-spoke work carefully attended to, and with despatch. W. KNOX.........................PROPRIETOR, The Square. (Late D. Clifford's) HACKNEY CARRIAGE FOR HIRE. The undersigned has much pleasure in calling the attention of the Public that he has commenced running a comfortable Covered Carriage within the Borough. Fare—6d To any part of the Borough from the Square, or vice versa. Day Hire, by the hour, &c. T. GOODISON, PROPRIETOR. Watchmaker AND JEWELLER. HARRY LITTLEJOHN, (Late with W. Littlejohn & Son, Wellington) BEGS to intimate that he has commenced the business of Watchmaker and Jeweller in that shop next to Mr Garden, Fruiterer, Palmerston. SILVERSMITHING DONE ON THE PREMISES. (Under STANDARD Office.) H. Littlejohn..........Proprietor. Russia VERSUS England. Rise in Freight on Account of Heavy War Risks. WHEN Columbus started with seven ships to discover America he was put down as a madman. Just so with your humble servants, they advertise Spring Mattresses for the ridiculous price of 25s. Anxious inquiries may be made from town or country. We buy for cash and sell for cash at the lowest possible prices. Orders attended to with care. Easy Terms. MITCHELL & STUTTER, THE SQUARE, (Next PARK'S, Stationer.)	[688, 28, 825, 1526]
wh-flour: Flour, Pollard, Oats, Bran, Chaff, and Barley	[561, 463, 679, 480]
wollerman-name: Wollerman	[559, 189, 681, 214]
lord-halifax: Lord Halifax, whose death was announced yesterday morning, was better known as Sir Charles Wood.	[145, 895, 272, 921]
and-jeweller: AND JEWELLER.	[721, 704, 791, 712]
harvey-notice-title: NOTICE	[327, 734, 367, 744]
freeman-sig: FREEMAN R. JACKSON, Auctioneer, Wanganui and Woodville.	[830, 61, 959, 76]
sydney: Sydney, 1877 and 1880,	[1004, 1076, 1075, 1084]
wh-addr: The Square, Palmerston North.	[575, 525, 665, 533]
sg-tomorrow: TO-MORROW.	[577, 42, 663, 54]
sales-list: Woodville ......................Friday, 14 Wanganui ......................Friday, 21	[830, 45, 959, 60]
tailor-address: Address—	[604, 658, 636, 666]
chapman-trial: One Trial Solicited. Estimates Given.	[293, 1055, 401, 1063]
mitchell-name: MITCHELL & STUTTER,	[704, 984, 808, 992]
per-month: Per Month, or 36 Monthly Payments.	[840, 244, 949, 252]
kennedy: T. Kennedy Macdonald & Co.,	[847, 261, 942, 269]
eldershaw-name: GEORGE ELDERSHAW	[846, 351, 943, 359]
arrivals-label: ARRIVALS.	[48, 287, 91, 294]
wh-and: AND	[613, 215, 627, 222]
arrivals-nil: Nil.	[13, 295, 24, 303]
bon-genuine-2: GENUINE BARGAINS	[441, 655, 528, 665]
hall-storekeeper: STOREKEEPER.	[724, 111, 788, 119]
brinsmead-2: BRINSMEAD'S Celebrated Pianos may be had from H. COLLIER & Co., Wanganui.	[970, 455, 1109, 472]
house-text: The House met at 2.30 p.m.	[13, 504, 93, 512]
ferguson-hardware: HARDWARE,	[316, 632, 378, 642]
cleared-label: CLEARED.	[49, 307, 90, 314]
mignon-sub: Beats all other and similar-sized instruments.	[836, 129, 953, 136]
borough-reserve: SALE OF RESERVE.	[448, 322, 521, 329]
wh-produce-text: Purchased at Highest Market Prices.	[567, 498, 673, 506]
fare-text: To any part of the Borough from the Square, or vice versa.	[703, 569, 809, 586]
russia-text: WHEN Columbus started with seven ships to discover America he was put down as a madman. Just so with your humble servants, they advertise Spring Mattresses for the ridiculous price of 25s.	[693, 888, 819, 932]
pascoe-text-2: From an extensive experience and success as a practical Brewer, having obtained	[972, 1036, 1107, 1053]
compounded-line: THEY ARE COMPOUNDED FROM	[286, 372, 408, 379]
auction-sales-title: AUCTION SALES.	[304, 173, 390, 183]
bryant-pn: PALMERSTON NORTH.	[848, 836, 941, 844]
dunedin-dateline: Dunedin, Tuesday.	[42, 861, 97, 869]
